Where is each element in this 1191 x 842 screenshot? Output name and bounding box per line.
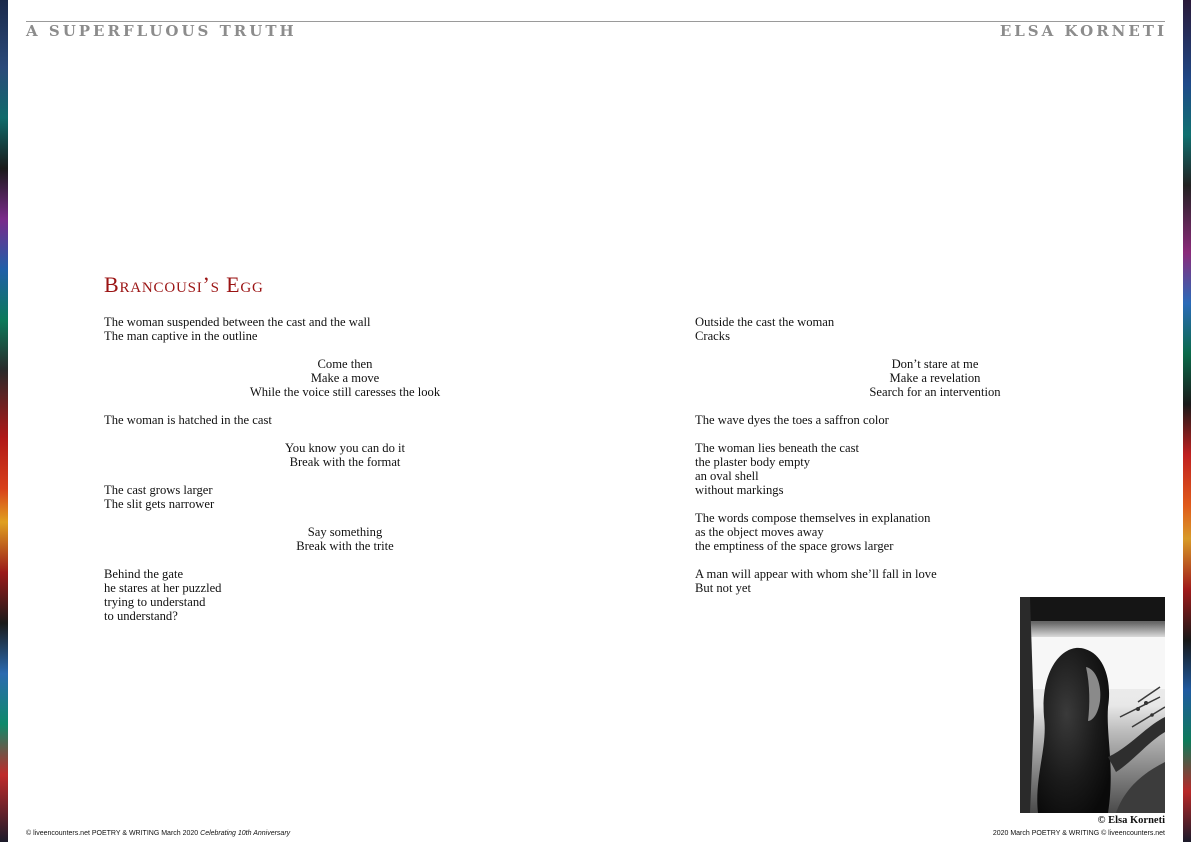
poem-line: Cracks [695,329,730,343]
poem-line: Behind the gate [104,567,184,581]
poem-title: Brancousi’s Egg [104,272,264,297]
footer-left-italic: Celebrating 10th Anniversary [200,830,291,837]
poem-stanza [695,315,1075,343]
poem-line: Break with the trite [296,539,394,553]
right-decorative-edge [1183,0,1191,842]
poem-line: Say something [307,525,383,539]
poem-stanza [104,413,444,427]
poem-line: Outside the cast the woman [695,315,835,329]
poem-line: the plaster body empty [695,455,811,469]
poem-line: The cast grows larger [104,483,213,497]
poem-line: without markings [695,483,784,497]
poem-line: While the voice still caresses the look [249,385,441,399]
poem-line: Come then [317,357,373,371]
poem-stanza [695,413,1075,427]
header-author-name: ELSA KORNETI [999,22,1167,40]
poem-line: The woman is hatched in the cast [104,413,272,427]
poem-line: You know you can do it [284,441,406,455]
poem-line: The woman suspended between the cast and the wall [104,315,371,329]
poem-line: an oval shell [695,469,759,483]
poem-line: to understand? [104,609,178,623]
footer-left [26,830,290,837]
poem-line: Break with the format [289,455,401,469]
poem-stanza [695,441,1075,497]
poem-line: the emptiness of the space grows larger [695,539,894,553]
poem-line: The woman lies beneath the cast [695,441,860,455]
poem-stanza [104,567,444,623]
poem-stanza [695,567,1075,595]
poem-line: The words compose themselves in explanation [695,511,931,525]
poem-stanza [104,315,444,343]
poem-stanza [104,525,586,553]
poem-stanza [104,357,586,399]
poem-stanza [104,483,444,511]
poem-line: The wave dyes the toes a saffron color [695,413,889,427]
photo-credit: © Elsa Korneti [1097,815,1165,826]
poem-left-column [104,315,444,637]
poem-right-column [695,315,1075,609]
poem-stanza [104,441,586,469]
poem-stanza [695,357,1175,399]
poem-line: A man will appear with whom she’ll fall in love [695,567,937,581]
poem-line: Don’t stare at me [891,357,979,371]
poem-line: as the object moves away [695,525,824,539]
poem-line: Search for an intervention [869,385,1001,399]
poem-line: he stares at her puzzled [104,581,222,595]
header-section-title: A SUPERFLUOUS TRUTH [26,22,297,40]
poem-line: The man captive in the outline [104,329,258,343]
poem-line: Make a revelation [889,371,981,385]
footer-right: 2020 March POETRY & WRITING © liveencounters.net [992,830,1165,837]
author-photo-image [1020,597,1165,813]
footer-left-main: © liveencounters.net POETRY & WRITING March 2020 [26,830,201,837]
author-photo [1020,597,1165,813]
poem-line: But not yet [695,581,751,595]
poem-line: trying to understand [104,595,206,609]
poem-stanza [695,511,1075,553]
poem-line: The slit gets narrower [104,497,215,511]
left-decorative-edge [0,0,8,842]
poem-line: Make a move [310,371,380,385]
